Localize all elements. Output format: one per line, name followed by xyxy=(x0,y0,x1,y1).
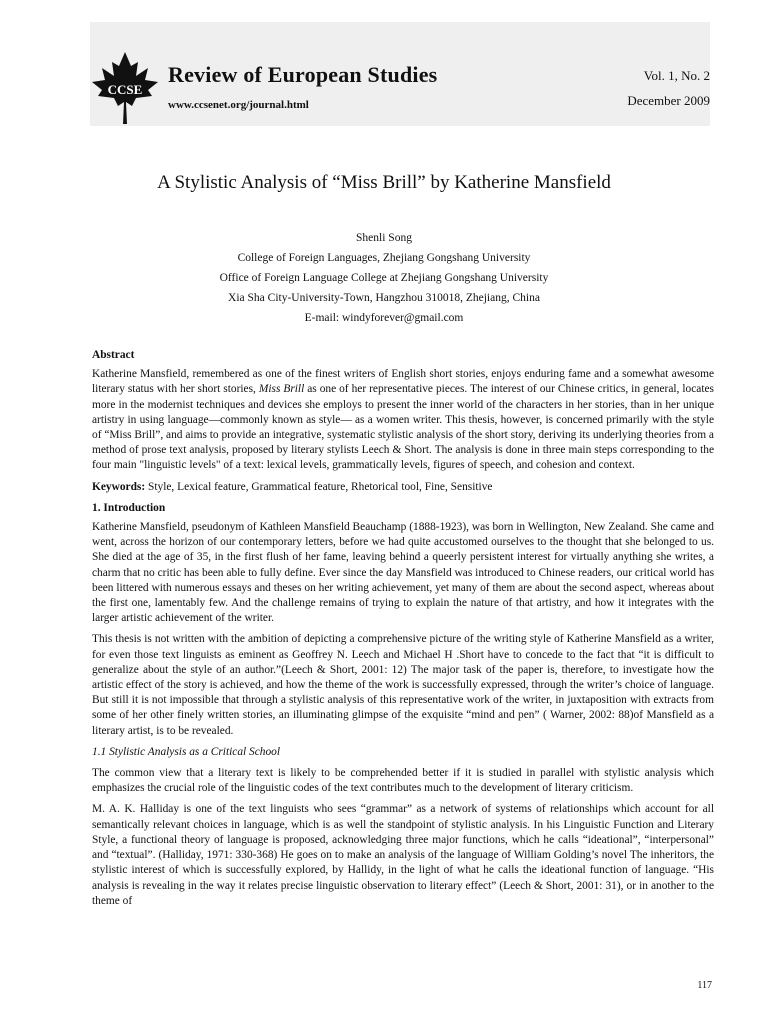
abstract-story-title: Miss Brill xyxy=(258,383,305,396)
section-heading-introduction: 1. Introduction xyxy=(92,501,166,514)
author-email: E-mail: windyforever@gmail.com xyxy=(304,312,464,324)
paragraph: This thesis is not written with the ambition of depicting a comprehensive picture of the writing style of Katherine Mansfield as a writer, for even those text linguists as eminent as Geoffrey N. Leech and Michael H .Short have to concede to the fact that “it is difficult to generalize about the style of an author.”(Leech & Short, 2001: 12) The major task of the paper is, therefore, to investigate how the artistic effect of the story is achieved, and how the theme of the work is successfully expressed, through the writer’s choice of language. But still it is not impossible that through a stylistic analysis of this representative work of the writer, in juxtaposition with extracts from some of her other finely written stories, an illuminating glimpse of the exquisite “mind and pen” ( Warner, 2002: 88)of Mansfield as a literary artist, is to be revealed. xyxy=(92,633,714,737)
paragraph: M. A. K. Halliday is one of the text linguists who sees “grammar” as a network of systems of relationships which account for all semantically relevant choices in language, which is as well the standpoint of stylistic analysis. In his Linguistic Function and Literary Style, a functional theory of language is proposed, acknowledging three major functions, which he calls “ideational”, “interpersonal” and “textual”. (Halliday, 1971: 330-368) He goes on to make an analysis of the language of William Golding’s novel The inheritors, the stylistic interest of which is successfully explored, by Hallidy, in the light of what he calls the ideational function of language. “His analysis is revealing in the way it relates precise linguistic observation to literary effect” (Leech & Short, 2001: 31), or in another to the theme of xyxy=(92,803,714,907)
journal-url: www.ccsenet.org/journal.html xyxy=(168,99,309,111)
logo-text: CCSE xyxy=(107,82,143,97)
abstract-text-part-1: Katherine Mansfield, remembered as one of the finest writers of English short stories, enjoys enduring fame and a somewhat awesome literary status with her short stories, xyxy=(92,368,714,396)
keywords-list: Style, Lexical feature, Grammatical feature, Rhetorical tool, Fine, Sensitive xyxy=(145,480,493,493)
journal-name: Review of European Studies xyxy=(168,62,438,87)
affiliation-2: Office of Foreign Language College at Zhejiang Gongshang University xyxy=(219,272,549,284)
affiliation-1: College of Foreign Languages, Zhejiang Gongshang University xyxy=(237,252,531,264)
abstract-text xyxy=(92,367,714,473)
author-address: Xia Sha City-University-Town, Hangzhou 310018, Zhejiang, China xyxy=(228,292,540,304)
ccse-maple-leaf-logo xyxy=(90,52,160,124)
author-block xyxy=(0,228,768,328)
author-name: Shenli Song xyxy=(356,232,412,244)
article-body xyxy=(92,348,714,915)
issue-date: December 2009 xyxy=(627,93,710,108)
keywords xyxy=(92,480,714,495)
paragraph: Katherine Mansfield, pseudonym of Kathleen Mansfield Beauchamp (1888-1923), was born in Wellington, New Zealand. She came and went, across the horizon of our contemporary letters, before we had quite accustomed ourselves to the thought that she belonged to us. She died at the age of 35, in the first flush of her fame, leaving behind a queerly persistent interest for virtually anything she writes, a charm that no critic has been able to fully define. Ever since the day Mansfield was introduced to Chinese readers, our critical world has been littered with numerous essays and theses on her writing achievement, yet many of them are about the second aspect, whereas about the first one, lamentably few. And the challenge remains of trying to explain the nature of that artistry, and how it integrates with the larger artistic achievement of the writer. xyxy=(92,521,714,625)
keywords-label: Keywords: xyxy=(92,480,146,493)
paragraph: The common view that a literary text is likely to be comprehended better if it is studied in parallel with stylistic analysis which emphasizes the crucial role of the linguistic codes of the text contributes much to the development of literary criticism. xyxy=(92,767,714,795)
journal-header xyxy=(90,22,710,126)
abstract-text-part-2: as one of her representative pieces. The interest of our Chinese critics, in general, locates more in the modernist techniques and devices she employs to present the inner world of the characters in her stories, than in her unique artistry in using language—commonly known as style— as a women writer. This thesis, however, is concerned primarily with the style of “Miss Brill”, and aims to provide an integrative, systematic stylistic analysis of the short story, deriving its underlying theories from a method of prose text analysis, proposed by literary stylists Leech & Short. The analysis is done in three main steps corresponding to the four main "linguistic levels" of a text: lexical levels, grammatically levels, figures of speech, and cohesion and context. xyxy=(92,383,714,472)
subsection-heading: 1.1 Stylistic Analysis as a Critical School xyxy=(92,745,281,758)
page-number: 117 xyxy=(697,980,712,991)
article-title: A Stylistic Analysis of “Miss Brill” by Katherine Mansfield xyxy=(157,172,611,193)
volume-issue: Vol. 1, No. 2 xyxy=(643,68,710,83)
abstract-heading: Abstract xyxy=(92,349,135,361)
